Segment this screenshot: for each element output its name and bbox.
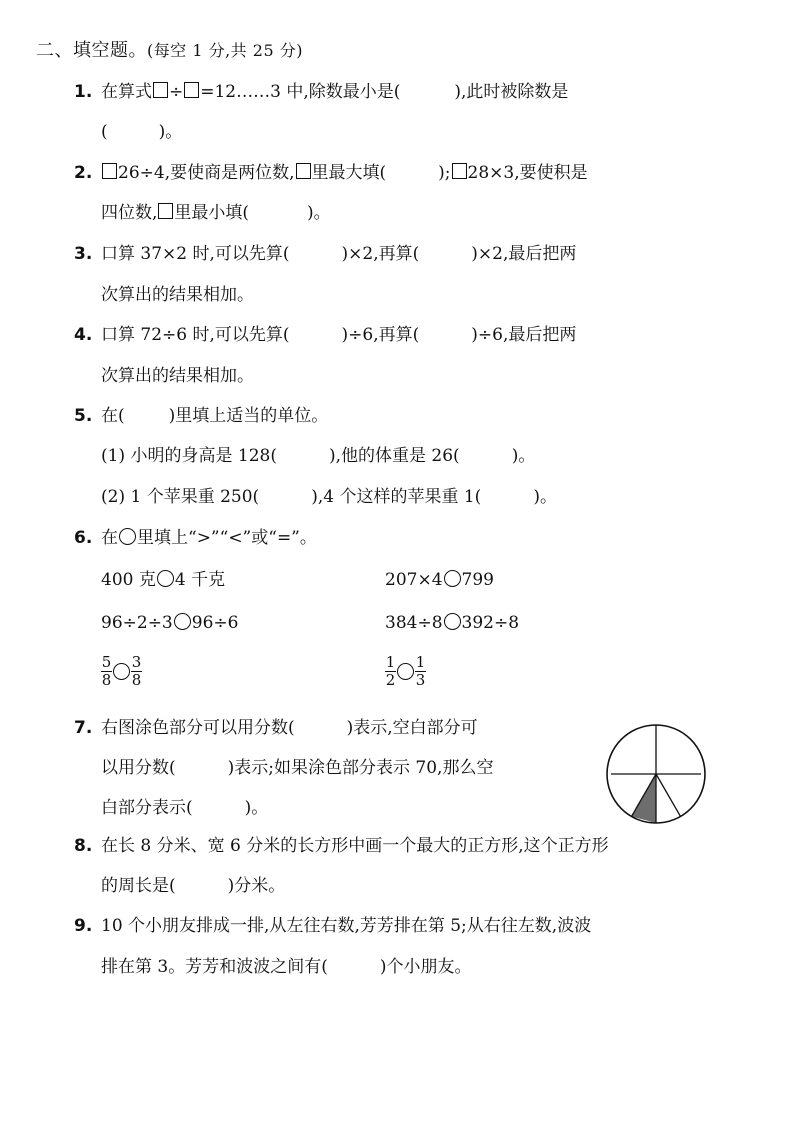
blank-square[interactable] [452,163,467,179]
question-number: 9. [74,916,93,936]
question-8-line-2: 的周长是( )分米。 [101,876,286,896]
fraction: $\frac{1}{3}$ [415,653,426,689]
pie-figure [604,722,708,826]
question-number: 2. [74,163,93,183]
question-3-line-2: 次算出的结果相加。 [101,285,254,305]
question-3-line-1: 口算 37×2 时,可以先算( )×2,再算( )×2,最后把两 [101,244,577,264]
question-number: 6. [74,528,93,548]
question-4-line-2: 次算出的结果相加。 [101,366,254,386]
compare-fraction-2 [385,654,426,689]
question-number: 1. [74,82,93,102]
compare-item-4: 384÷8 392÷8 [385,613,520,633]
question-7-line-3: 白部分表示( )。 [101,798,269,818]
question-1-line-1: 在算式 ÷ =12……3 中,除数最小是( ),此时被除数是 [101,82,569,102]
question-number: 7. [74,718,93,738]
blank-circle[interactable] [113,663,130,680]
blank-circle[interactable] [157,570,174,587]
blank-circle[interactable] [444,613,461,630]
fraction: $\frac{3}{8}$ [131,653,142,689]
question-number: 4. [74,325,93,345]
question-2-line-1: 26÷4,要使商是两位数, 里最大填( ); 28×3,要使积是 [101,161,588,185]
question-2-line-2: 四位数, 里最小填( )。 [101,203,331,223]
question-8-line-1: 在长 8 分米、宽 6 分米的长方形中画一个最大的正方形,这个正方形 [101,836,609,856]
question-5-sub-2: (2) 1 个苹果重 250( ),4 个这样的苹果重 1( )。 [101,487,557,507]
question-9-line-2: 排在第 3。芳芳和波波之间有( )个小朋友。 [101,957,472,977]
question-7-line-1: 右图涂色部分可以用分数( )表示,空白部分可 [101,718,478,738]
question-6-line-1: 在 里填上“>”“<”或“=”。 [101,528,317,548]
question-4-line-1: 口算 72÷6 时,可以先算( )÷6,再算( )÷6,最后把两 [101,325,577,345]
compare-item-1: 400 克 4 千克 [101,570,226,590]
sector-divider [656,774,681,816]
compare-item-2: 207×4 799 [385,570,494,590]
question-9-line-1: 10 个小朋友排成一排,从左往右数,芳芳排在第 5;从右往左数,波波 [101,916,592,936]
question-5-sub-1: (1) 小明的身高是 128( ),他的体重是 26( )。 [101,446,536,466]
blank-circle[interactable] [174,613,191,630]
compare-item-3: 96÷2÷3 96÷6 [101,613,239,633]
question-number: 5. [74,406,93,426]
compare-fraction-1 [101,654,142,689]
question-5-line-1: 在( )里填上适当的单位。 [101,406,329,426]
blank-square[interactable] [184,82,199,98]
fraction: $\frac{1}{2}$ [385,653,396,689]
section-title: 二、填空题。(每空 1 分,共 25 分) [36,40,303,61]
blank-square[interactable] [102,163,117,179]
question-7-line-2: 以用分数( )表示;如果涂色部分表示 70,那么空 [101,758,494,778]
blank-circle[interactable] [119,528,136,545]
question-number: 8. [74,836,93,856]
question-1-line-2: ( )。 [101,122,183,142]
blank-circle[interactable] [397,663,414,680]
blank-square[interactable] [296,163,311,179]
blank-square[interactable] [158,203,173,219]
blank-circle[interactable] [444,570,461,587]
fraction: $\frac{5}{8}$ [101,653,112,689]
question-number: 3. [74,244,93,264]
blank-square[interactable] [153,82,168,98]
